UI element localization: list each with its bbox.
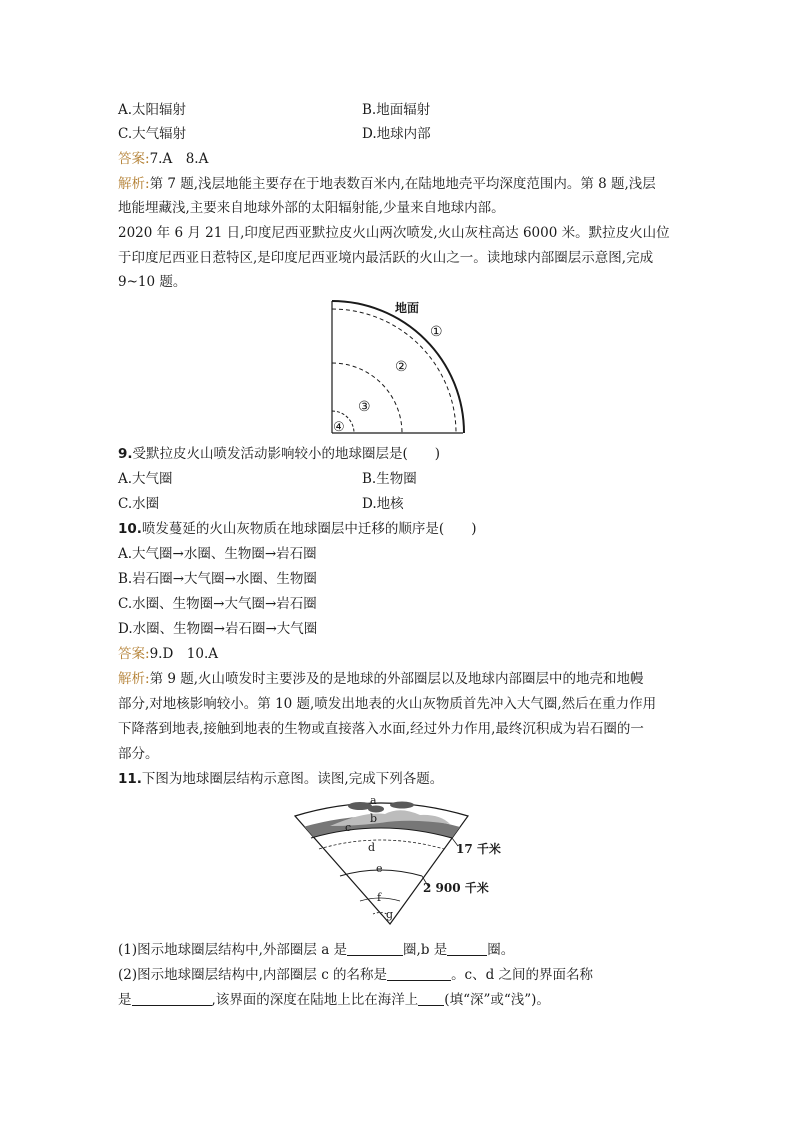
q11-part2-text: 是 — [118, 992, 132, 1008]
option-a: A.大气圈→水圈、生物圈→岩石圈 — [118, 546, 317, 562]
explanation-label: 解析: — [118, 176, 150, 192]
explanation-9-10-line2: 部分,对地核影响较小。第 10 题,喷发出地表的火山灰物质首先冲入大气圈,然后在重力作用 — [118, 696, 657, 712]
layer-3-label: ③ — [358, 399, 371, 415]
layer-g-label: g — [386, 908, 394, 921]
depth-17km-label: 17 千米 — [456, 842, 501, 856]
option-c: C.大气辐射 — [118, 126, 187, 142]
earth-interior-diagram — [325, 296, 470, 438]
option-row — [118, 100, 431, 120]
explanation-7-8-line2: 地能埋藏浅,主要来自地球外部的太阳辐射能,少量来自地球内部。 — [118, 200, 505, 216]
explanation-7-8-line1 — [118, 174, 656, 194]
option-a: A.太阳辐射 — [118, 102, 187, 118]
answer-7-8 — [118, 149, 208, 169]
answer-label: 答案: — [118, 151, 150, 167]
earth-sphere-structure-diagram — [290, 796, 520, 936]
explanation-label: 解析: — [118, 671, 150, 687]
answer-9-10 — [118, 644, 218, 664]
question-number: 9. — [118, 446, 133, 462]
explanation-9-10-line1 — [118, 669, 644, 689]
answer-blank[interactable] — [347, 941, 403, 956]
option-c: C.水圈 — [118, 496, 160, 512]
option-d: D.地核 — [362, 496, 404, 512]
question-11 — [118, 769, 443, 789]
answer-blank[interactable] — [132, 991, 212, 1006]
q11-part1-text: (1)图示地球圈层结构中,外部圈层 a 是 — [118, 942, 348, 958]
layer-d-label: d — [368, 841, 376, 854]
explanation-9-10-line3: 下降落到地表,接触到地表的生物或直接落入水面,经过外力作用,最终沉积成为岩石圈的一 — [118, 721, 644, 737]
option-a: A.大气圈 — [118, 471, 173, 487]
layer-a-label: a — [370, 796, 377, 807]
question-9 — [118, 444, 440, 464]
option-row — [118, 494, 404, 514]
question-number: 10. — [118, 521, 142, 537]
layer-e-label: e — [376, 862, 383, 875]
depth-2900km-label: 2 900 千米 — [423, 881, 489, 895]
surface-label: 地面 — [395, 301, 420, 315]
q11-part2-line1 — [118, 965, 593, 985]
question-stem: 受默拉皮火山喷发活动影响较小的地球圈层是( ) — [132, 446, 441, 462]
q11-part2-text: (填“深”或“浅”)。 — [444, 992, 550, 1008]
answer-blank[interactable] — [387, 966, 451, 981]
question-number: 11. — [118, 771, 142, 787]
q11-part2-text: ,该界面的深度在陆地上比在海洋上 — [211, 992, 419, 1008]
layer-c-label: c — [345, 821, 352, 834]
answer-label: 答案: — [118, 646, 150, 662]
layer-1-label: ① — [430, 324, 443, 340]
q11-part2-text: 。c、d 之间的界面名称 — [451, 967, 594, 983]
option-d: D.水圈、生物圈→岩石圈→大气圈 — [118, 621, 318, 637]
intro-line1: 2020 年 6 月 21 日,印度尼西亚默拉皮火山两次喷发,火山灰柱高达 6000 米。默拉皮火山位 — [118, 225, 670, 241]
q11-part1 — [118, 940, 514, 960]
q11-part1-text: 圈。 — [487, 942, 515, 958]
option-d: D.地球内部 — [362, 126, 431, 142]
option-row — [118, 124, 431, 144]
layer-f-label: f — [377, 891, 382, 904]
option-row — [118, 469, 417, 489]
intro-line2: 于印度尼西亚日惹特区,是印度尼西亚境内最活跃的火山之一。读地球内部圈层示意图,完成 — [118, 250, 654, 266]
answer-blank[interactable] — [447, 941, 487, 956]
explanation-text: 第 9 题,火山喷发时主要涉及的是地球的外部圈层以及地球内部圈层中的地壳和地幔 — [149, 671, 644, 687]
layer-4-label: ④ — [333, 420, 345, 435]
option-c: C.水圈、生物圈→大气圈→岩石圈 — [118, 596, 317, 612]
q11-part2-line2 — [118, 990, 550, 1010]
answer-text: 9.D 10.A — [149, 646, 218, 662]
q11-part2-text: (2)图示地球圈层结构中,内部圈层 c 的名称是 — [118, 967, 388, 983]
option-b: B.岩石圈→大气圈→水圈、生物圈 — [118, 571, 317, 587]
q11-part1-text: 圈,b 是 — [403, 942, 448, 958]
intro-line3: 9~10 题。 — [118, 274, 187, 290]
question-stem: 喷发蔓延的火山灰物质在地球圈层中迁移的顺序是( ) — [141, 521, 477, 537]
explanation-text: 第 7 题,浅层地能主要存在于地表数百米内,在陆地地壳平均深度范围内。第 8 题,浅层 — [149, 176, 656, 192]
layer-b-label: b — [370, 812, 378, 825]
question-10 — [118, 519, 476, 539]
layer-2-label: ② — [395, 359, 408, 375]
answer-blank[interactable] — [418, 991, 444, 1006]
option-b: B.生物圈 — [362, 471, 417, 487]
option-b: B.地面辐射 — [362, 102, 431, 118]
question-stem: 下图为地球圈层结构示意图。读图,完成下列各题。 — [141, 771, 444, 787]
explanation-9-10-line4: 部分。 — [118, 746, 159, 762]
answer-text: 7.A 8.A — [149, 151, 209, 167]
